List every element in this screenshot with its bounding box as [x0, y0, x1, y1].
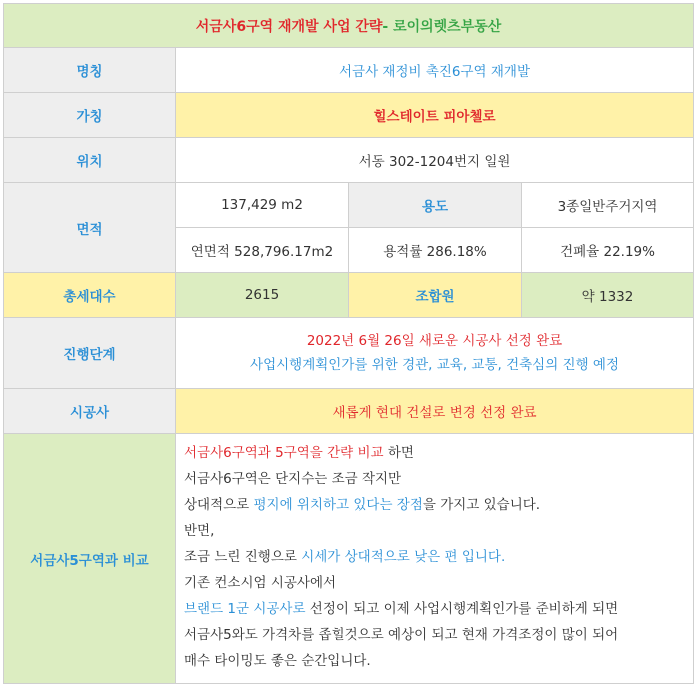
row-stage	[4, 318, 694, 389]
compare-highlight-3: 평지에 위치하고 있다는 장점	[253, 497, 423, 513]
value-members: 약 1332	[522, 273, 694, 318]
compare-line-4: 반면,	[184, 523, 215, 539]
label-alias: 가칭	[4, 93, 176, 138]
label-usage: 용도	[349, 183, 522, 228]
row-alias	[4, 93, 694, 138]
stage-line-1: 2022년 6월 26일 새로운 시공사 선정 완료	[306, 333, 563, 349]
row-area-1	[4, 183, 694, 228]
value-stage	[176, 318, 694, 389]
value-builder: 새롭게 현대 건설로 변경 선정 완료	[176, 389, 694, 434]
compare-line-2: 서금사6구역은 단지수는 조금 작지만	[184, 471, 402, 487]
value-floor-area: 연면적 528,796.17m2	[176, 228, 349, 273]
stage-line-2: 사업시행계획인가를 위한 경관, 교육, 교통, 건축심의 진행 예정	[250, 357, 619, 373]
row-compare	[4, 434, 694, 684]
compare-text-5a: 조금 느린 진행으로	[184, 549, 302, 565]
value-site-area: 137,429 m2	[176, 183, 349, 228]
label-stage: 진행단계	[4, 318, 176, 389]
compare-line-1	[184, 440, 685, 466]
row-location	[4, 138, 694, 183]
compare-line-9: 매수 타이밍도 좋은 순간입니다.	[184, 653, 371, 669]
compare-text-1: 하면	[383, 445, 414, 461]
label-members: 조합원	[349, 273, 522, 318]
compare-line-7	[184, 596, 685, 622]
value-far: 용적률 286.18%	[349, 228, 522, 273]
compare-highlight-5: 시세가 상대적으로 낮은 편 입니다.	[301, 549, 506, 565]
row-builder	[4, 389, 694, 434]
label-area: 면적	[4, 183, 176, 273]
label-compare: 서금사5구역과 비교	[4, 434, 176, 684]
value-alias: 힐스테이트 피아첼로	[176, 93, 694, 138]
label-location: 위치	[4, 138, 176, 183]
compare-line-6: 기존 컨소시엄 시공사에서	[184, 575, 337, 591]
row-households	[4, 273, 694, 318]
compare-highlight-7: 브랜드 1군 시공사로	[184, 601, 306, 617]
compare-text-3a: 상대적으로	[184, 497, 254, 513]
summary-table	[3, 3, 694, 684]
value-name: 서금사 재정비 촉진6구역 재개발	[176, 48, 694, 93]
value-location: 서동 302-1204번지 일원	[176, 138, 694, 183]
row-name	[4, 48, 694, 93]
compare-line-5	[184, 544, 685, 570]
title-row	[4, 4, 694, 48]
title-main: 서금사6구역 재개발 사업 간략	[195, 18, 383, 35]
compare-text-7b: 선정이 되고 이제 사업시행계획인가를 준비하게 되면	[305, 601, 619, 617]
value-compare	[176, 434, 694, 684]
compare-line-8: 서금사5와도 가격차를 좁힐것으로 예상이 되고 현재 가격조정이 많이 되어	[184, 627, 619, 643]
value-households: 2615	[176, 273, 349, 318]
compare-highlight-1: 서금사6구역과 5구역을 간략 비교	[184, 445, 384, 461]
title-sub: - 로이의렛츠부동산	[382, 18, 502, 35]
label-builder: 시공사	[4, 389, 176, 434]
compare-line-3	[184, 492, 685, 518]
value-usage: 3종일반주거지역	[522, 183, 694, 228]
label-name: 명칭	[4, 48, 176, 93]
compare-text-3c: 을 가지고 있습니다.	[422, 497, 541, 513]
summary-table-wrapper	[3, 3, 694, 684]
value-bcr: 건폐율 22.19%	[522, 228, 694, 273]
label-households: 총세대수	[4, 273, 176, 318]
table-title	[4, 4, 694, 48]
